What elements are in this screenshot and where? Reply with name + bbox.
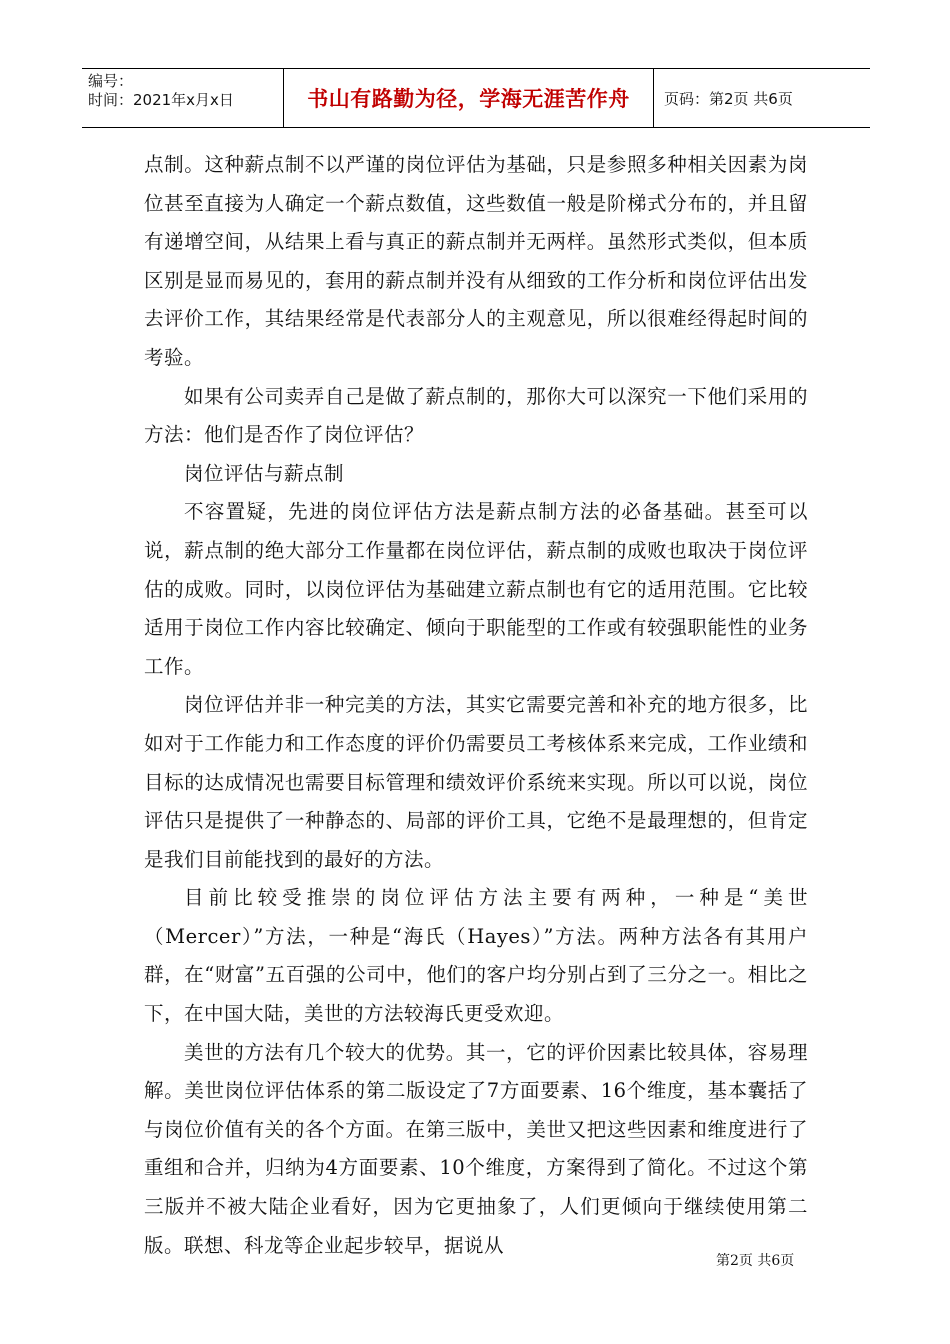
header-meta [82, 69, 284, 127]
body-paragraph: 目前比较受推崇的岗位评估方法主要有两种，一种是“美世（Mercer）”方法，一种是“海氏（Hayes）”方法。两种方法各有其用户群，在“财富”五百强的公司中，他们的客户均分别占到了三分之一。相比之下，在中国大陆，美世的方法较海氏更受欢迎。 [144, 886, 808, 1026]
page-header [82, 68, 870, 128]
body-paragraph: 点制。这种薪点制不以严谨的岗位评估为基础，只是参照多种相关因素为岗位甚至直接为人确定一个薪点数值，这些数值一般是阶梯式分布的，并且留有递增空间，从结果上看与真正的薪点制并无两样。虽然形式类似，但本质区别是显而易见的，套用的薪点制并没有从细致的工作分析和岗位评估出发去评价工作，其结果经常是代表部分人的主观意见，所以很难经得起时间的考验。 [144, 153, 808, 369]
document-body [144, 146, 808, 1265]
body-paragraph: 如果有公司卖弄自己是做了薪点制的，那你大可以深究一下他们采用的方法：他们是否作了岗位评估？ [144, 384, 808, 447]
header-page-number: 页码：第2页 共6页 [664, 89, 793, 108]
page-footer: 第2页 共6页 [716, 1253, 795, 1269]
section-heading: 岗位评估与薪点制 [184, 461, 345, 485]
document-time-label: 时间：2021年x月x日 [88, 91, 234, 109]
header-motto: 书山有路勤为径，学海无涯苦作舟 [284, 69, 654, 127]
body-paragraph: 岗位评估并非一种完美的方法，其实它需要完善和补充的地方很多，比如对于工作能力和工作态度的评价仍需要员工考核体系来完成，工作业绩和目标的达成情况也需要目标管理和绩效评价系统来实现。所以可以说，岗位评估只是提供了一种静态的、局部的评价工具，它绝不是最理想的，但肯定是我们目前能找到的最好的方法。 [144, 693, 808, 871]
document-number-label: 编号： [88, 72, 134, 90]
body-paragraph: 不容置疑，先进的岗位评估方法是薪点制方法的必备基础。甚至可以说，薪点制的绝大部分工作量都在岗位评估，薪点制的成败也取决于岗位评估的成败。同时，以岗位评估为基础建立薪点制也有它的适用范围。它比较适用于岗位工作内容比较确定、倾向于职能型的工作或有较强职能性的业务工作。 [144, 500, 808, 678]
body-paragraph: 美世的方法有几个较大的优势。其一，它的评价因素比较具体，容易理解。美世岗位评估体系的第二版设定了7方面要素、16个维度，基本囊括了与岗位价值有关的各个方面。在第三版中，美世又把这些因素和维度进行了重组和合并，归纳为4方面要素、10个维度，方案得到了简化。不过这个第三版并不被大陆企业看好，因为它更抽象了，人们更倾向于继续使用第二版。联想、科龙等企业起步较早，据说从 [144, 1040, 808, 1257]
